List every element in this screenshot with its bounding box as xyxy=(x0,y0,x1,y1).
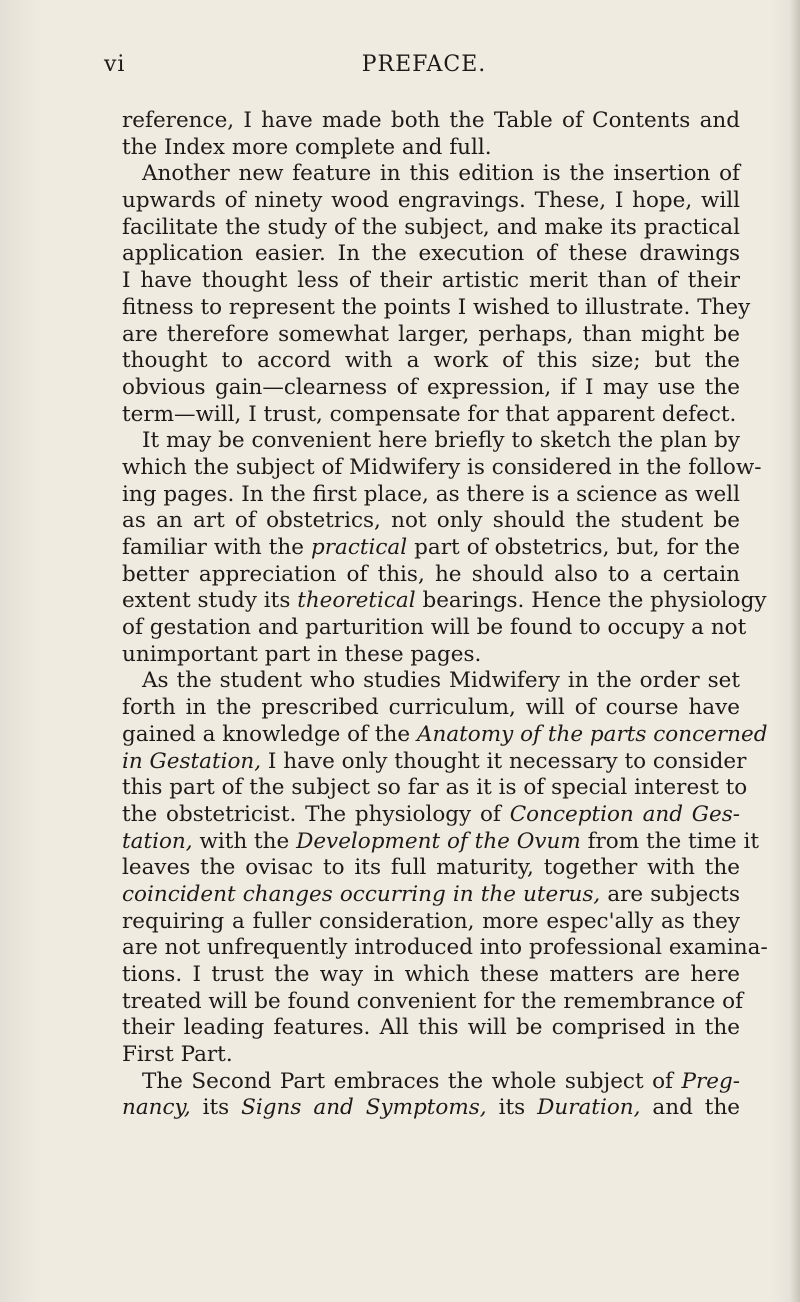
text-run: its xyxy=(486,1095,538,1121)
text-line xyxy=(122,241,740,268)
text-run: its xyxy=(190,1095,242,1121)
text-run: with the xyxy=(192,828,297,854)
text-run: part of obstetrics, but, for the xyxy=(407,535,740,560)
text-run: upwards of ninety wood engravings. These, I hope, will xyxy=(122,188,740,214)
italic-text: practical xyxy=(310,535,408,560)
text-line xyxy=(122,161,740,188)
text-line xyxy=(122,1069,740,1096)
text-run: this part of the subject so far as it is of special interest to xyxy=(122,775,748,801)
text-run: tions. I trust the way in which these matters are here xyxy=(122,962,740,987)
text-run: are not unfrequently introduced into professional examina- xyxy=(122,935,768,961)
text-line xyxy=(122,428,740,455)
text-run: extent study its xyxy=(122,588,298,614)
text-run: I have only thought it necessary to consider xyxy=(261,748,747,774)
text-run: as an art of obstetrics, not only should the student be xyxy=(122,508,740,534)
italic-text: Signs and Symptoms, xyxy=(241,1095,487,1121)
text-run: reference, I have made both the Table of Contents and xyxy=(122,108,740,133)
text-line xyxy=(122,721,768,749)
text-run: the Index more complete and full. xyxy=(122,134,492,160)
text-run: term—will, I trust, compensate for that apparent defect. xyxy=(122,401,737,427)
text-line xyxy=(122,588,767,615)
text-line xyxy=(122,855,740,882)
text-line xyxy=(122,294,751,322)
text-run: bearings. Hence the physiology xyxy=(415,588,767,614)
text-run: application easier. In the execution of these drawings xyxy=(122,241,740,267)
text-line xyxy=(122,962,740,989)
text-line xyxy=(122,909,740,936)
text-run: facilitate the study of the subject, and make its practical xyxy=(122,214,740,240)
text-line xyxy=(122,375,740,402)
italic-text: Preg- xyxy=(681,1068,740,1094)
text-run: unimportant part in these pages. xyxy=(122,641,482,667)
text-run: familiar with the xyxy=(122,535,311,560)
text-run: which the subject of Midwifery is considered in the follow- xyxy=(122,454,762,480)
text-run: It may be convenient here briefly to sketch the plan by xyxy=(142,428,740,454)
text-run: forth in the prescribed curriculum, will of course have xyxy=(122,695,740,721)
text-line xyxy=(122,828,759,856)
text-run: ing pages. In the first place, as there is a science as well xyxy=(122,481,740,507)
text-run: The Second Part embraces the whole subject of xyxy=(142,1068,682,1094)
text-run: their leading features. All this will be comprised in the xyxy=(122,1015,740,1041)
text-line xyxy=(122,935,768,962)
text-line xyxy=(122,802,740,829)
text-line xyxy=(122,668,740,695)
italic-text: theoretical xyxy=(297,588,416,614)
text-run: gained a knowledge of the xyxy=(122,721,417,747)
text-line xyxy=(122,615,747,642)
text-line xyxy=(122,135,740,162)
text-run: fitness to represent the points I wished to illustrate. They xyxy=(122,294,751,320)
running-head: PREFACE. xyxy=(361,52,487,77)
text-line xyxy=(122,508,740,535)
text-line xyxy=(122,188,740,215)
text-run: obvious gain—clearness of expression, if I may use the xyxy=(122,374,740,400)
italic-text: Conception and Ges- xyxy=(509,801,741,827)
text-run: I have thought less of their artistic merit than of their xyxy=(122,268,740,294)
italic-text: coincident changes occurring in the uterus, xyxy=(122,881,601,907)
text-run: First Part. xyxy=(122,1042,233,1068)
text-line xyxy=(122,882,740,909)
italic-text: nancy, xyxy=(122,1095,191,1121)
page-edge-shadow xyxy=(790,0,800,1302)
text-line xyxy=(122,215,740,242)
text-run: are therefore somewhat larger, perhaps, than might be xyxy=(122,321,740,347)
italic-text: in Gestation, xyxy=(122,748,262,774)
text-line xyxy=(122,535,740,562)
page-header xyxy=(104,52,744,82)
text-line xyxy=(122,1015,740,1042)
text-line xyxy=(122,748,747,776)
text-run: and the xyxy=(640,1095,741,1121)
text-line xyxy=(122,454,762,482)
text-line xyxy=(122,402,740,429)
text-run: the obstetricist. The physiology of xyxy=(122,801,510,827)
text-line xyxy=(122,988,744,1016)
text-run: better appreciation of this, he should also to a certain xyxy=(122,561,740,587)
page-number: vi xyxy=(104,52,126,77)
text-run: Another new feature in this edition is the insertion of xyxy=(142,161,740,187)
text-run: treated will be found convenient for the remembrance of xyxy=(122,988,744,1014)
italic-text: Anatomy of the parts concerned xyxy=(416,721,768,747)
text-line xyxy=(122,642,740,669)
text-line xyxy=(122,322,740,349)
text-run: thought to accord with a work of this size; but the xyxy=(122,348,740,374)
text-run: As the student who studies Midwifery in the order set xyxy=(142,668,740,694)
text-line xyxy=(122,482,740,509)
italic-text: Duration, xyxy=(537,1095,641,1121)
text-run: of gestation and parturition will be found to occupy a not xyxy=(122,615,747,641)
text-run: are subjects xyxy=(600,881,740,907)
italic-text: tation, xyxy=(122,828,193,854)
text-run: requiring a fuller consideration, more espec'ally as they xyxy=(122,908,740,934)
italic-text: Development of the Ovum xyxy=(296,828,581,854)
text-line xyxy=(122,1042,740,1069)
text-line xyxy=(122,1095,740,1122)
text-run: from the time it xyxy=(580,828,759,854)
text-line xyxy=(122,775,748,802)
text-line xyxy=(122,695,740,722)
preface-body-text xyxy=(122,108,768,1122)
text-line xyxy=(122,348,740,375)
text-line xyxy=(122,268,740,295)
text-line xyxy=(122,108,740,135)
text-line xyxy=(122,562,740,589)
text-run: leaves the ovisac to its full maturity, together with the xyxy=(122,855,740,881)
